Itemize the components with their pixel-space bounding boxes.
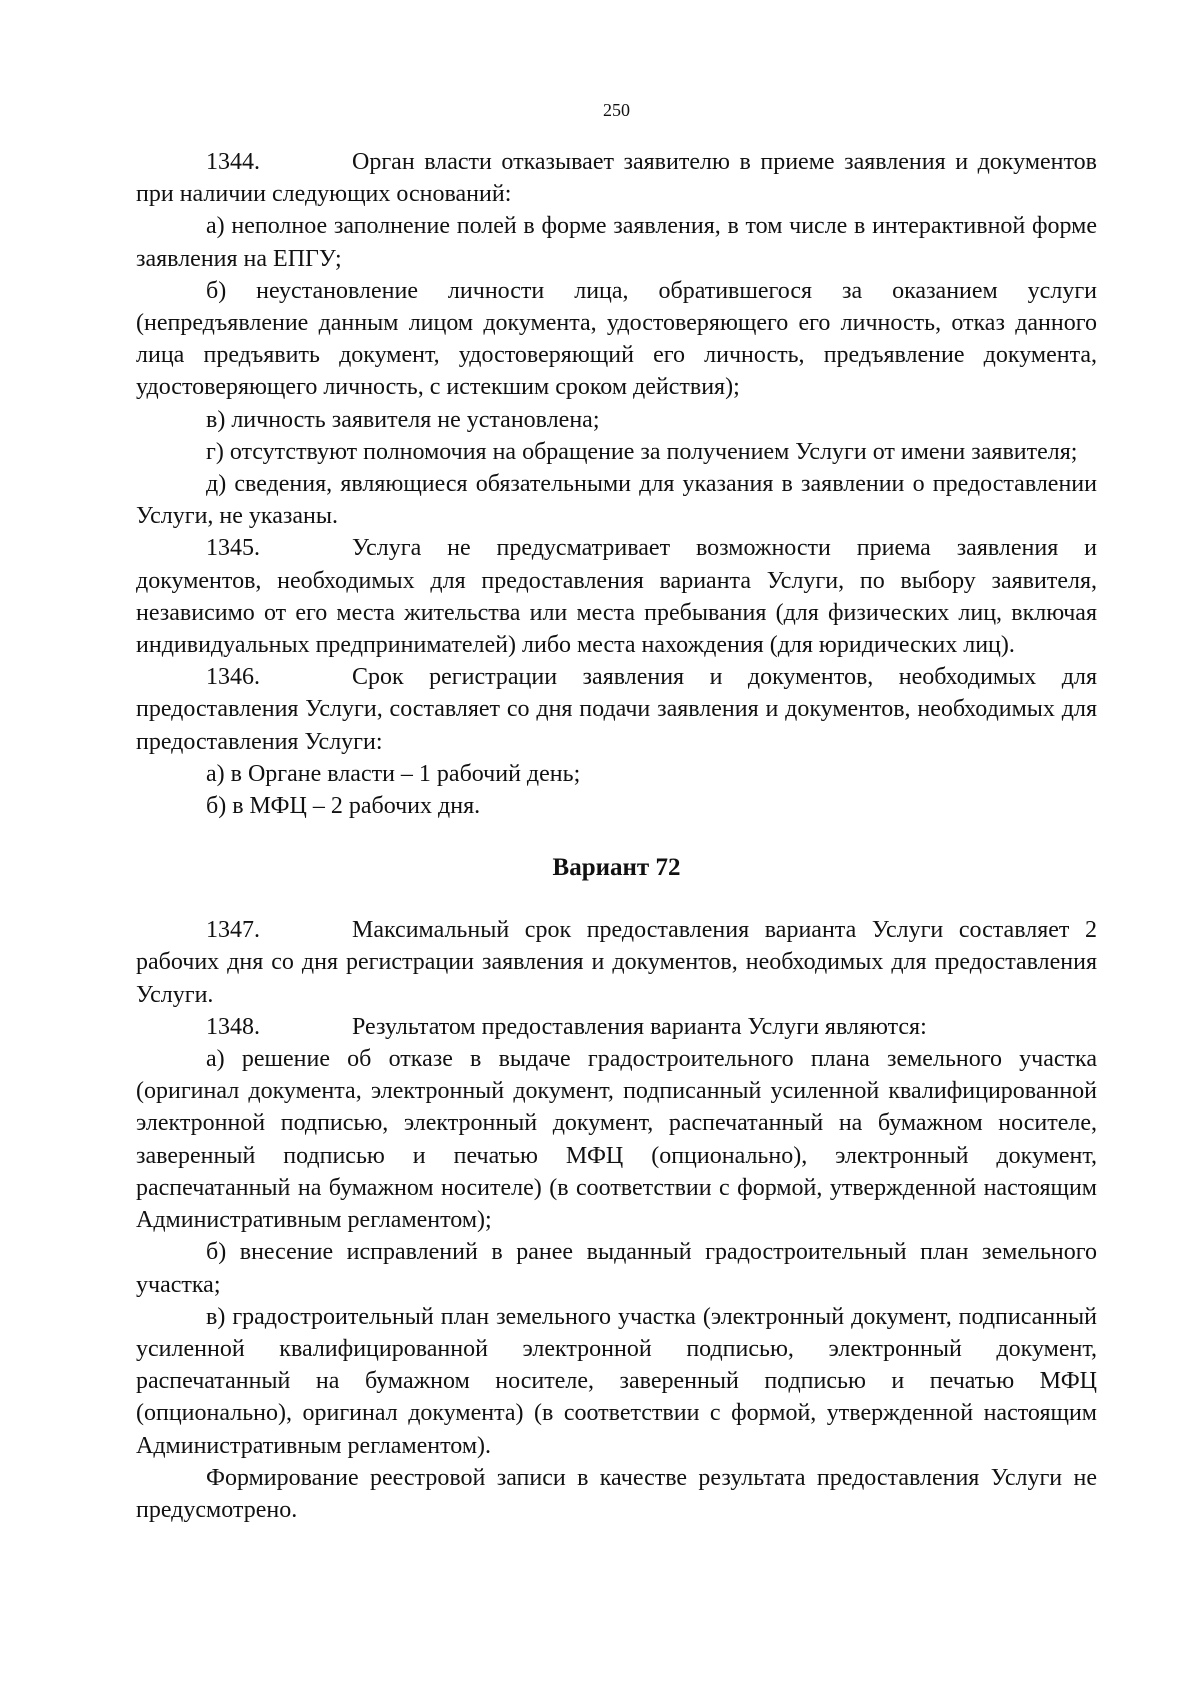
item-number: 1346. xyxy=(206,664,260,691)
section-heading: Вариант 72 xyxy=(552,854,681,882)
paragraph-1344 xyxy=(136,146,1097,210)
list-item-d: д) сведения, являющиеся обязательными для указания в заявлении о предоставлении Услуги, не указаны. xyxy=(136,471,1097,530)
paragraph-1345 xyxy=(136,532,1097,661)
list-item-b-mfc: б) в МФЦ – 2 рабочих дня. xyxy=(206,793,481,820)
page-number: 250 xyxy=(603,100,630,120)
paragraph-1347 xyxy=(136,914,1097,1011)
result-item-a: а) решение об отказе в выдаче градостроительного плана земельного участка (оригинал документа, электронный документ, подписанный усиленной квалифицированной электронной подписью, электронный документ, распечатанный на бумажном носителе, заверенный подписью и печатью МФЦ (опционально), электронный документ, распечатанный на бумажном носителе) (в соответствии с формой, утвержденной настоящим Административным регламентом); xyxy=(136,1046,1097,1234)
paragraph-text: Услуга не предусматривает возможности приема заявления и документов, необходимых для предоставления варианта Услуги, по выбору заявителя, независимо от его места жительства или места пребывания (для физических лиц, включая индивидуальных предпринимателей) либо места нахождения (для юридических лиц). xyxy=(136,535,1097,659)
paragraph-text: Орган власти отказывает заявителю в приеме заявления и документов при наличии следующих оснований: xyxy=(136,149,1097,208)
list-item-a-organ: а) в Органе власти – 1 рабочий день; xyxy=(206,760,581,787)
list-item-v: в) личность заявителя не установлена; xyxy=(206,406,600,433)
list-item-b: б) неустановление личности лица, обратившегося за оказанием услуги (непредъявление данным лицом документа, удостоверяющего его личность, отказ данного лица предъявить документ, удостоверяющий его личность, предъявление документа, удостоверяющего личность, с истекшим сроком действия); xyxy=(136,277,1097,401)
item-number: 1348. xyxy=(206,1013,260,1040)
list-item-g: г) отсутствуют полномочия на обращение за получением Услуги от имени заявителя; xyxy=(206,438,1078,465)
paragraph-1346 xyxy=(136,661,1097,758)
paragraph-text: Максимальный срок предоставления варианта Услуги составляет 2 рабочих дня со дня регистрации заявления и документов, необходимых для предоставления Услуги. xyxy=(136,917,1097,1008)
result-item-b: б) внесение исправлений в ранее выданный градостроительный план земельного участка; xyxy=(136,1239,1097,1298)
paragraph-1348 xyxy=(136,1011,1097,1043)
paragraph-text: Результатом предоставления варианта Услуги являются: xyxy=(352,1013,927,1040)
item-number: 1345. xyxy=(206,535,260,562)
section-before-heading xyxy=(136,146,1097,822)
registry-note: Формирование реестровой записи в качестве результата предоставления Услуги не предусмотрено. xyxy=(136,1464,1097,1523)
section-after-heading xyxy=(136,914,1097,1526)
list-item-a: а) неполное заполнение полей в форме заявления, в том числе в интерактивной форме заявления на ЕПГУ; xyxy=(136,213,1097,272)
paragraph-text: Срок регистрации заявления и документов, необходимых для предоставления Услуги, составляет со дня подачи заявления и документов, необходимых для предоставления Услуги: xyxy=(136,664,1097,755)
item-number: 1344. xyxy=(206,149,260,175)
item-number: 1347. xyxy=(206,917,260,944)
result-item-v: в) градостроительный план земельного участка (электронный документ, подписанный усиленной квалифицированной электронной подписью, электронный документ, распечатанный на бумажном носителе, заверенный подписью и печатью МФЦ (опционально), оригинал документа) (в соответствии с формой, утвержденной настоящим Административным регламентом). xyxy=(136,1303,1097,1459)
